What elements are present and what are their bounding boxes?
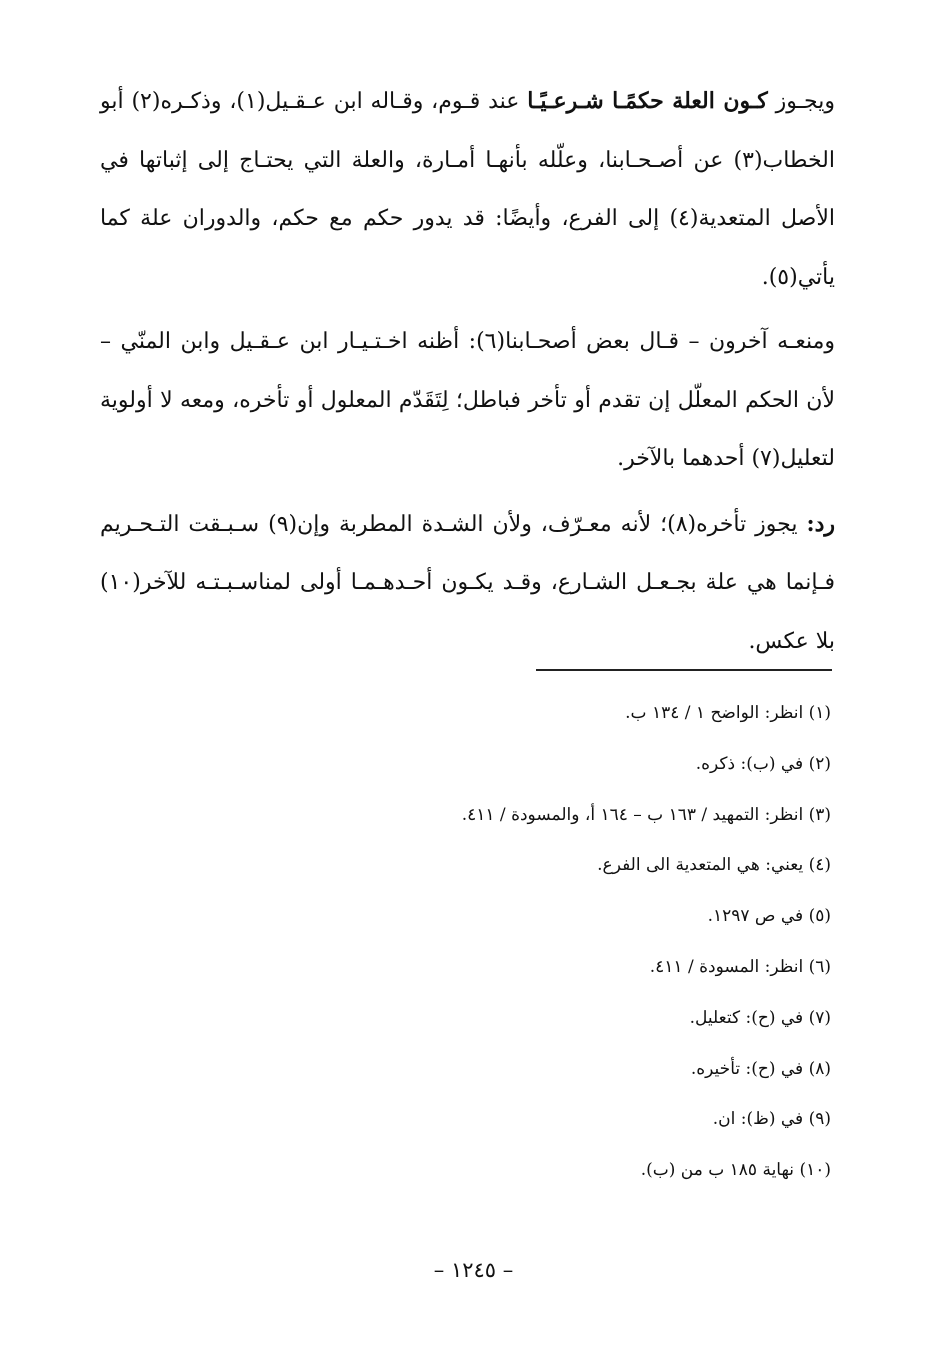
footnote-10: (١٠) نهاية ١٨٥ ب من (ب). [640,1160,831,1181]
footnote-1: (١) انظر: الواضح ١ / ١٣٤ ب. [625,703,831,723]
footnote-4: (٤) يعني: هي المتعدية الى الفرع. [597,855,831,876]
footnote-9: (٩) في (ظ): ان. [712,1109,831,1130]
footnote-3: (٣) انظر: التمهيد / ١٦٣ ب – ١٦٤ أ، والمسودة / ٤١١. [461,804,831,825]
footnote-2: (٢) في (ب): ذكره. [695,753,831,774]
main-text [100,72,835,677]
paragraph-1-text: عند قـوم، وقـاله ابن عـقـيل(١)، وذكـره(٢) أبو الخطاب(٣) عن أصـحـابنا، وعلّله بأنهـا أمـارة، والعلة التي يحتـاج إلى إثباتها في الأصل المتعدية(٤) إلى الفرع، وأيضًا: قد يدور حكم مع حكم، والدوران علة كما يأتي(٥). [100,89,835,290]
footnote-separator [536,669,832,671]
paragraph-3-lead: رد: [806,510,836,537]
footnote-6: (٦) انظر: المسودة / ٤١١. [649,956,831,977]
paragraph-1-lead: ويجـوز [775,89,836,114]
paragraph-2 [100,313,835,489]
footnote-7: (٧) في (ح): كتعليل. [689,1007,831,1028]
paragraph-3-text: يجوز تأخره(٨)؛ لأنه معـرّف، ولأن الشـدة المطربة وإن(٩) سـبـقت التـحـريم فـإنما هي علة بجـعـل الشـارع، وقـد يكـون أحـدهـمـا أولى لمناسـبـتـه للآخر(١٠) بلا عكس. [100,511,835,654]
footnote-8: (٨) في (ح): تأخيره. [690,1058,831,1079]
paragraph-1-bold-phrase: كـون العلة حكمًـا شـرعـيًـا [527,88,768,114]
paragraph-2-text: ومنعـه آخرون – قـال بعض أصحـابنا(٦): أظنه اخـتـيـار ابن عـقـيل وابن المنّي – لأن الحكم المعلّل إن تقدم أو تأخر فباطل؛ لِتَقَدّم المعلول أو تأخره، ومعه لا أولوية لتعليل(٧) أحدهما بالآخر. [100,329,835,471]
footnotes-list [231,688,831,1196]
paragraph-3 [100,495,835,672]
footnote-5: (٥) في ص ١٢٩٧. [707,906,831,927]
paragraph-1 [100,72,835,307]
page-number: – ١٢٤٥ – [433,1258,514,1282]
